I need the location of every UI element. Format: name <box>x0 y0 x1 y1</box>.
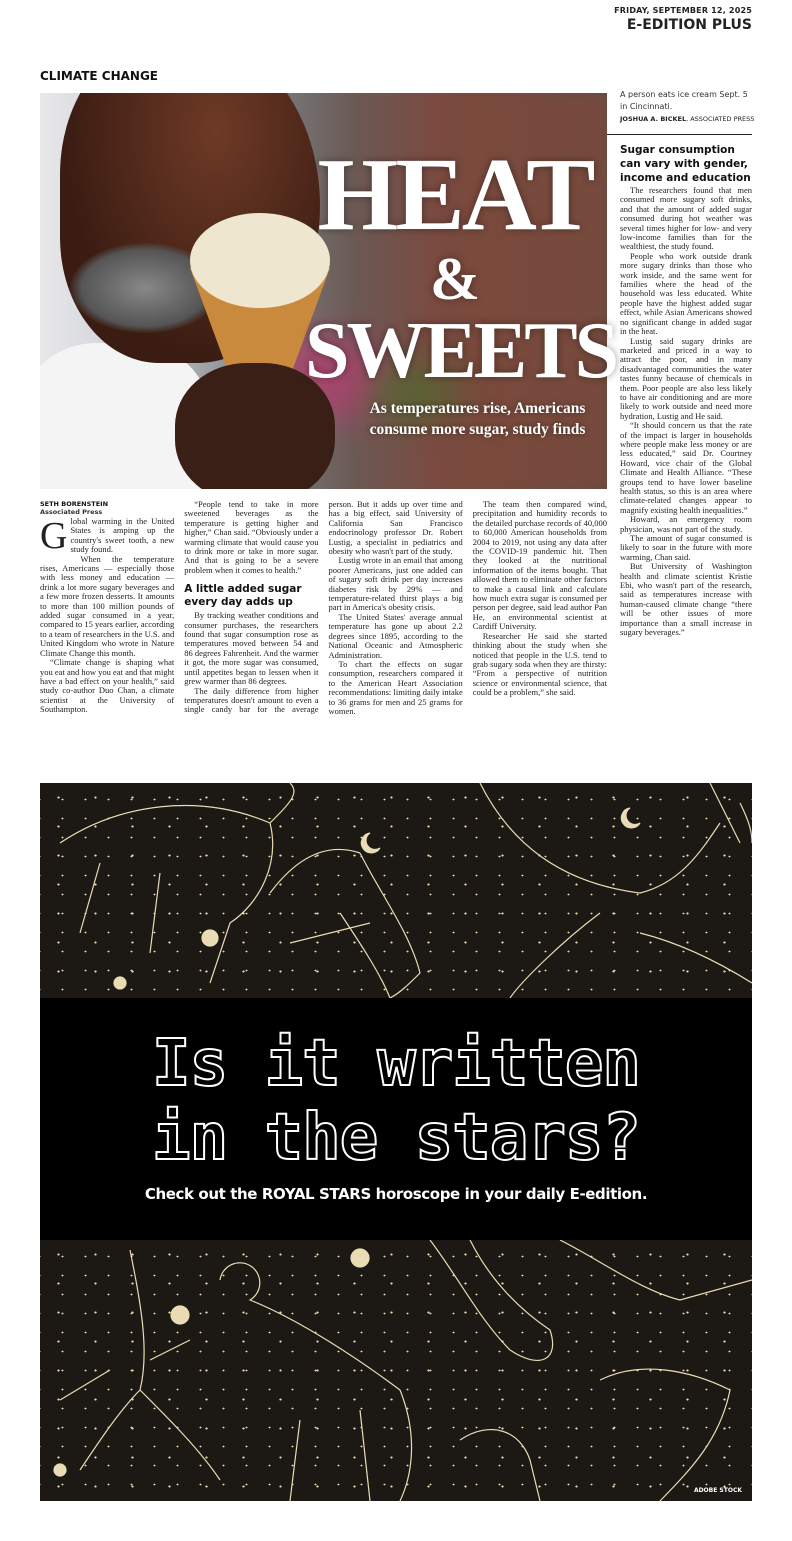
paragraph: When the temperature rises, Americans — especially those with less money and education — drink a lot more sugary beverages and a few more frozen desserts. It amounts to more than 100 million pounds of added sugar consumed in a year, compared to 15 years earlier, according to a team of researchers in the U.S. and United Kingdom who wrote in Nature Climate Change this month. <box>40 553 175 658</box>
article-body <box>40 500 607 716</box>
paragraph <box>40 517 174 555</box>
paragraph: The researchers found that men consumed more sugary soft drinks, and that the amount of added sugar consumed during hot weather was several times higher for low- and very low-income families than for the wealthiest, the study found. <box>620 185 752 252</box>
paragraph: The United States' average annual temperature has gone up about 2.2 degrees since 1895, according to the National Oceanic and Atmospheric Administration. <box>328 611 463 660</box>
paragraph: Lustig wrote in an email that among poorer Americans, just one added can of sugary soft drink per day increases diabetes risk by 29% — and temperature-related thirst plays a big part in America's obesity crisis. <box>328 555 463 613</box>
photo-caption <box>620 89 755 124</box>
sidebar-subhead: Sugar consumption can vary with gender, income and education <box>620 144 751 184</box>
edition-date: FRIDAY, SEPTEMBER 12, 2025 <box>614 6 752 15</box>
zodiac-illustration-top <box>40 783 752 998</box>
headline-heat: HEAT <box>317 137 593 252</box>
horoscope-ad[interactable] <box>40 783 752 1501</box>
paragraph: Researcher He said she started thinking about the study when she noticed that people in the U.S. tend to grab sugary soda when they are thirsty: “From a perspective of nutrition science or environmental science, that could be a problem,” she said. <box>472 630 607 698</box>
credit-name: JOSHUA A. BICKEL <box>620 115 687 123</box>
headline-subhead: As temperatures rise, Americans consume more sugar, study finds <box>369 400 586 438</box>
paragraph: The amount of sugar consumed is likely to soar in the future with more warming, Chan said. <box>620 533 752 562</box>
edition-title: E-EDITION PLUS <box>626 17 752 33</box>
byline: SETH BORENSTEIN <box>40 500 109 508</box>
ad-headline <box>40 1027 752 1175</box>
paragraph: But University of Washington health and climate scientist Kristie Ebi, who wasn't part of the research, said as temperatures increase with human-caused climate change “there will be other issues of more importance than a small increase in sugary beverages.” <box>620 561 752 638</box>
ad-image-credit: ADOBE STOCK <box>693 1487 742 1494</box>
caption-text: A person eats ice cream Sept. 5 in Cincinnati. <box>620 90 748 111</box>
section-label: CLIMATE CHANGE <box>40 69 159 83</box>
sidebar-story <box>620 143 752 638</box>
paragraph: By tracking weather conditions and consumer purchases, the researchers found that sugar consumption rose as temperatures moved between 54 and 86 degrees Fahrenheit. And the warmer it got, the more sugar was consumed, until appetites began to lessen when it grew warmer than 86 degrees. <box>184 610 319 687</box>
paragraph: The team then compared wind, precipitation and humidity records to the detailed purchase records of 40,000 to 60,000 American households from 2004 to 2019, not using any data after the COVID-19 pandemic hit. Then they looked at the nutritional information of the items bought. That allowed them to eliminate other factors to make a causal link and calculate how much extra sugar is consumed per person per degree, said lead author Pan He, an environmental scientist at Cardiff University. <box>472 499 607 632</box>
zodiac-illustration-bottom <box>40 1240 752 1501</box>
credit-org: , ASSOCIATED PRESS <box>686 115 755 123</box>
lead-text: lobal warming in the United States is amping up the country's sweet tooth, a new study found. <box>70 516 175 555</box>
divider <box>607 134 752 135</box>
paragraph: Howard, an emergency room physician, was not part of the study. <box>620 514 752 534</box>
headline-ampersand: & <box>430 246 480 312</box>
headline-sweets: SWEETS <box>305 307 617 395</box>
paragraph: The daily difference from higher temperatures doesn't amount to even a single candy bar for the average person. But it adds up over time and has a big effect, said University of California San Francisco endocrinology professor Dr. Robert Lustig, a specialist in pediatrics and obesity who wasn't part of the study. <box>184 499 463 715</box>
paragraph: “People tend to take in more sweetened beverages as the temperature is getting higher and higher,” Chan said. “Obviously under a warming climate that would cause you to drink more or take in more sugar. And that is going to be a severe problem when it comes to health.” <box>184 499 319 575</box>
paragraph: To chart the effects on sugar consumption, researchers compared it to the American Heart Association recommendations: limiting daily intake to 36 grams for men and 25 grams for women. <box>328 658 463 716</box>
paragraph: “Climate change is shaping what you eat and how you eat and that might have a bad effect on your health,” said study co-author Duo Chan, a climate scientist at the University of Southampton. <box>40 657 175 715</box>
paragraph: People who work outside drank more sugary drinks than those who work inside, and the same went for families where the head of the household was less educated. White people have the highest added sugar effect, while Asian Americans showed no significant change in added sugar in the heat. <box>620 250 752 337</box>
paragraph: “It should concern us that the rate of the impact is larger in households where people make less money or are less educated,” said Dr. Courtney Howard, vice chair of the Global Climate and Health Alliance. “These groups tend to have lower baseline health status, so this is an area where climate-related changes appear to magnify existing health inequalities.” <box>620 420 752 515</box>
article-subhead: A little added sugar every day adds up <box>184 583 302 609</box>
ad-headline-line1: Is it written <box>152 1027 640 1101</box>
drop-cap: G <box>40 515 68 557</box>
byline-agency: Associated Press <box>40 508 103 516</box>
ad-headline-line2: in the stars? <box>152 1101 640 1175</box>
headline <box>305 137 617 395</box>
photo-credit <box>620 114 755 124</box>
ad-tagline[interactable]: Check out the ROYAL STARS horoscope in your daily E-edition. <box>144 1185 648 1203</box>
paragraph: Lustig said sugary drinks are marketed and priced in a way to attract the poor, and in many disadvantaged communities the water tastes funny because of chemicals in them. Poor people are also less likely to have air conditioning and are more likely to work outside and need more hydration, Lustig and He said. <box>620 335 752 421</box>
